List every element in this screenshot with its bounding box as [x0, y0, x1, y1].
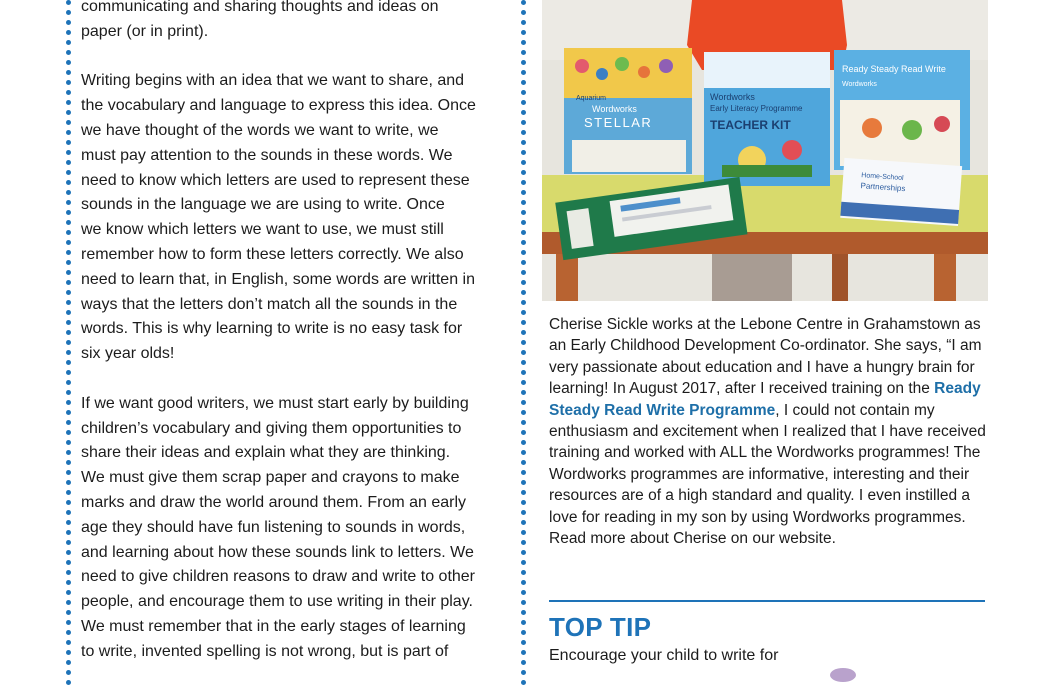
border-dot: [66, 490, 71, 495]
border-dot: [66, 550, 71, 555]
border-dot: [66, 610, 71, 615]
border-dot: [66, 130, 71, 135]
border-dot: [66, 80, 71, 85]
border-dot: [521, 340, 526, 345]
border-dot: [66, 250, 71, 255]
border-dot: [66, 670, 71, 675]
border-dot: [66, 10, 71, 15]
border-dot: [66, 590, 71, 595]
border-dot: [521, 540, 526, 545]
border-dot: [521, 210, 526, 215]
book-stellar: [564, 48, 692, 174]
border-dot: [66, 500, 71, 505]
border-dot: [66, 560, 71, 565]
border-dot: [66, 630, 71, 635]
article-line: We must remember that in the early stages of learning: [81, 617, 466, 635]
border-dot: [66, 470, 71, 475]
border-dot: [66, 680, 71, 685]
border-dot: [66, 600, 71, 605]
border-dot: [66, 30, 71, 35]
top-tip-heading: TOP TIP: [549, 612, 652, 642]
border-dot: [66, 170, 71, 175]
article-line: ways that the letters don’t match all the sounds in the: [81, 295, 458, 313]
border-dot: [66, 110, 71, 115]
border-dot: [521, 160, 526, 165]
border-dot: [521, 140, 526, 145]
article-line: share their ideas and explain what they are thinking.: [81, 444, 451, 462]
border-dot: [66, 140, 71, 145]
programme-link[interactable]: Ready Steady Read Write Programme: [549, 380, 981, 419]
border-dot: [521, 550, 526, 555]
border-dot: [521, 270, 526, 275]
border-dot: [521, 240, 526, 245]
border-dot: [521, 480, 526, 485]
border-dot: [66, 410, 71, 415]
border-dot: [521, 610, 526, 615]
border-dot: [66, 530, 71, 535]
photo-wordworks-materials: [542, 0, 988, 301]
article-line: children’s vocabulary and giving them opportunities to: [81, 419, 462, 437]
border-dot: [521, 70, 526, 75]
border-dot: [521, 250, 526, 255]
border-dot: [521, 310, 526, 315]
border-dot: [521, 120, 526, 125]
border-dot: [521, 200, 526, 205]
border-dot: [521, 650, 526, 655]
border-dot: [521, 90, 526, 95]
border-dot: [521, 530, 526, 535]
border-dot: [66, 280, 71, 285]
book-ready-steady-brand: Wordworks: [842, 81, 877, 88]
article-line: six year olds!: [81, 345, 175, 363]
person-legs: [712, 250, 792, 301]
border-dot: [66, 520, 71, 525]
border-dot: [66, 100, 71, 105]
border-dot: [66, 660, 71, 665]
border-dot: [521, 20, 526, 25]
border-dot: [521, 520, 526, 525]
article-line: paper (or in print).: [81, 22, 209, 40]
article-line: we know which letters we want to use, we must still: [81, 221, 444, 239]
border-dot: [521, 260, 526, 265]
border-dot: [66, 360, 71, 365]
decorative-blob-icon: [830, 668, 856, 682]
article-paragraph-2: [81, 69, 513, 367]
book-ready-steady-title: Ready Steady Read Write: [842, 64, 946, 74]
border-dot: [66, 180, 71, 185]
border-dot: [521, 230, 526, 235]
border-dot: [66, 400, 71, 405]
border-dot: [521, 100, 526, 105]
border-dot: [66, 440, 71, 445]
border-dot: [66, 570, 71, 575]
book-stellar-title: STELLAR: [584, 115, 653, 130]
border-dot: [66, 290, 71, 295]
article-paragraph-3: [81, 392, 513, 665]
border-dot: [66, 370, 71, 375]
border-dot: [521, 390, 526, 395]
border-dot: [521, 290, 526, 295]
top-tip-text: Encourage your child to write for: [549, 647, 779, 664]
border-dot: [521, 640, 526, 645]
border-dot: [521, 600, 526, 605]
border-dot: [521, 570, 526, 575]
border-dot: [66, 240, 71, 245]
border-dot: [521, 590, 526, 595]
book-stellar-logo: Aquarium: [576, 95, 606, 102]
border-dot: [521, 670, 526, 675]
border-dot: [66, 60, 71, 65]
border-dot: [521, 300, 526, 305]
border-dot: [521, 170, 526, 175]
border-dot: [66, 350, 71, 355]
border-dot: [521, 350, 526, 355]
dotted-border-left: [66, 0, 72, 690]
border-dot: [521, 320, 526, 325]
border-dot: [66, 330, 71, 335]
border-dot: [66, 210, 71, 215]
section-divider: [549, 600, 985, 602]
border-dot: [66, 0, 71, 5]
border-dot: [521, 410, 526, 415]
booklet-line-2: Partnerships: [860, 181, 906, 194]
book-teacher-kit-brand: Wordworks: [710, 92, 755, 102]
border-dot: [66, 380, 71, 385]
border-dot: [66, 160, 71, 165]
border-dot: [66, 480, 71, 485]
article-line: marks and draw the world around them. From an early: [81, 493, 467, 511]
caption-rest: , I could not contain my enthusiasm and excitement when I realized that I have received training and worked with ALL the Wordworks programmes! The Wordworks programmes are informative, interesting and their resources are of a high standard and quality. I even instilled a love for reading in my son by using Wordworks programmes. Read more about Cherise on our website.: [549, 401, 986, 548]
border-dot: [66, 230, 71, 235]
border-dot: [66, 300, 71, 305]
article-body: [81, 0, 513, 665]
border-dot: [521, 510, 526, 515]
article-paragraph-1: [81, 0, 513, 45]
border-dot: [521, 10, 526, 15]
article-line: Writing begins with an idea that we want to share, and: [81, 72, 465, 90]
border-dot: [521, 440, 526, 445]
article-line: sounds in the language we are using to write. Once: [81, 196, 445, 214]
border-dot: [521, 630, 526, 635]
border-dot: [66, 200, 71, 205]
border-dot: [521, 0, 526, 5]
book-ready-steady: [834, 50, 970, 170]
dotted-border-right: [521, 0, 527, 690]
article-column: [66, 0, 527, 690]
border-dot: [66, 190, 71, 195]
border-dot: [521, 150, 526, 155]
border-dot: [66, 70, 71, 75]
article-line: need to give children reasons to draw and write to other: [81, 568, 476, 586]
border-dot: [521, 420, 526, 425]
border-dot: [521, 560, 526, 565]
border-dot: [521, 460, 526, 465]
article-line: need to learn that, in English, some words are written in: [81, 270, 475, 288]
border-dot: [66, 220, 71, 225]
border-dot: [66, 580, 71, 585]
border-dot: [521, 80, 526, 85]
border-dot: [521, 330, 526, 335]
article-line: people, and encourage them to use writing in their play.: [81, 593, 473, 611]
border-dot: [66, 150, 71, 155]
border-dot: [66, 620, 71, 625]
book-stellar-brand: Wordworks: [592, 104, 637, 114]
border-dot: [66, 270, 71, 275]
book-teacher-kit: [704, 52, 830, 186]
border-dot: [521, 490, 526, 495]
border-dot: [66, 390, 71, 395]
border-dot: [521, 180, 526, 185]
border-dot: [521, 660, 526, 665]
border-dot: [521, 580, 526, 585]
border-dot: [66, 510, 71, 515]
border-dot: [521, 620, 526, 625]
article-line: words. This is why learning to write is no easy task for: [81, 320, 463, 338]
article-line: age they should have fun listening to sounds in words,: [81, 518, 466, 536]
border-dot: [521, 40, 526, 45]
booklet-line-1: Home-School: [861, 172, 904, 183]
border-dot: [521, 190, 526, 195]
border-dot: [66, 650, 71, 655]
article-line: communicating and sharing thoughts and ideas on: [81, 0, 439, 15]
border-dot: [521, 500, 526, 505]
border-dot: [521, 380, 526, 385]
border-dot: [66, 460, 71, 465]
border-dot: [521, 450, 526, 455]
border-dot: [521, 680, 526, 685]
table-leg: [832, 254, 848, 301]
article-line: remember how to form these letters correctly. We also: [81, 245, 464, 263]
border-dot: [521, 430, 526, 435]
border-dot: [66, 40, 71, 45]
border-dot: [521, 60, 526, 65]
border-dot: [66, 320, 71, 325]
border-dot: [521, 370, 526, 375]
article-line: and learning about how these sounds link to letters. We: [81, 543, 474, 561]
article-line: We must give them scrap paper and crayons to make: [81, 469, 460, 487]
article-line: need to know which letters are used to represent these: [81, 171, 470, 189]
article-line: we have thought of the words we want to write, we: [81, 121, 439, 139]
border-dot: [521, 130, 526, 135]
border-dot: [66, 540, 71, 545]
border-dot: [66, 640, 71, 645]
caption-intro: Cherise Sickle works at the Lebone Centre in Grahamstown as an Early Childhood Development Co-ordinator. She says, “I am very passionate about education and I have a hungry brain for learning! In August 2017, after I received training on the: [549, 316, 982, 398]
article-line: to write, invented spelling is not wrong, but is part of: [81, 642, 449, 660]
border-dot: [521, 360, 526, 365]
table-leg: [934, 254, 956, 301]
article-line: must pay attention to the sounds in these words. We: [81, 146, 453, 164]
border-dot: [66, 340, 71, 345]
border-dot: [66, 420, 71, 425]
border-dot: [66, 450, 71, 455]
border-dot: [66, 90, 71, 95]
border-dot: [66, 120, 71, 125]
booklet-home-school: [840, 158, 962, 226]
border-dot: [66, 260, 71, 265]
table-leg: [556, 254, 578, 301]
border-dot: [66, 50, 71, 55]
border-dot: [521, 220, 526, 225]
border-dot: [521, 400, 526, 405]
article-line: the vocabulary and language to express this idea. Once: [81, 97, 476, 115]
photo-caption: [549, 314, 989, 549]
border-dot: [521, 30, 526, 35]
border-dot: [521, 280, 526, 285]
book-teacher-kit-title: TEACHER KIT: [710, 118, 791, 132]
article-line: If we want good writers, we must start early by building: [81, 394, 469, 412]
border-dot: [521, 110, 526, 115]
border-dot: [521, 50, 526, 55]
border-dot: [66, 430, 71, 435]
book-teacher-kit-subtitle: Early Literacy Programme: [710, 104, 803, 113]
border-dot: [66, 310, 71, 315]
border-dot: [521, 470, 526, 475]
border-dot: [66, 20, 71, 25]
